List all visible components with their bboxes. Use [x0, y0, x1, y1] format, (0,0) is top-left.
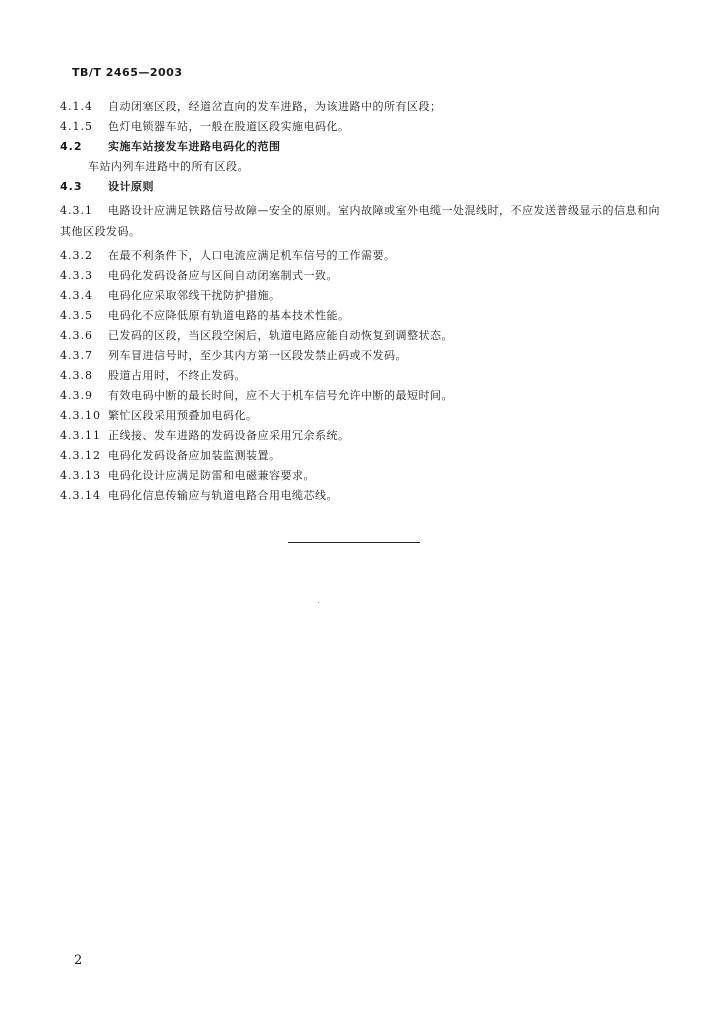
section-heading-4-2 — [60, 140, 660, 160]
clause-4-3-4 — [60, 289, 660, 309]
section-number: 4.2 — [60, 140, 83, 153]
clause-number: 4.1.5 — [60, 120, 93, 133]
clause-number: 4.3.5 — [60, 309, 93, 322]
section-title: 设计原则 — [108, 180, 154, 193]
clause-number: 4.3.10 — [60, 409, 101, 422]
clause-number: 4.3.4 — [60, 289, 93, 302]
clause-4-3-1 — [60, 200, 660, 242]
clause-4-1-5 — [60, 120, 660, 140]
clause-number: 4.3.8 — [60, 369, 93, 382]
clause-text: 繁忙区段采用预叠加电码化。 — [108, 409, 258, 422]
clause-text: 在最不利条件下，人口电流应满足机车信号的工作需要。 — [108, 249, 396, 262]
clause-text: 已发码的区段，当区段空闲后，轨道电路应能自动恢复到调整状态。 — [108, 329, 453, 342]
clause-text: 自动闭塞区段，经道岔直向的发车进路，为该进路中的所有区段； — [108, 100, 442, 113]
clause-text: 电码化信息传输应与轨道电路合用电缆芯线。 — [108, 489, 338, 502]
clause-4-3-9 — [60, 389, 660, 409]
clause-text: 列车冒进信号时，至少其内方第一区段发禁止码或不发码。 — [108, 349, 407, 362]
paragraph-text: 车站内列车进路中的所有区段。 — [88, 160, 249, 173]
clause-number: 4.3.2 — [60, 249, 93, 262]
clause-number: 4.3.9 — [60, 389, 93, 402]
clause-text: 电码化发码设备应与区间自动闭塞制式一致。 — [108, 269, 338, 282]
end-of-document-rule — [288, 542, 420, 543]
clause-number: 4.3.11 — [60, 429, 101, 442]
clause-text: 有效电码中断的最长时间，应不大于机车信号允许中断的最短时间。 — [108, 389, 453, 402]
clause-text: 色灯电锁器车站，一般在股道区段实施电码化。 — [108, 120, 350, 133]
clause-text: 电码化发码设备应加装监测装置。 — [108, 449, 281, 462]
clause-text: 电码化应采取邻线干扰防护措施。 — [108, 289, 281, 302]
section-heading-4-3 — [60, 180, 660, 200]
clause-4-3-14 — [60, 489, 660, 509]
clause-number: 4.3.1 — [60, 204, 93, 217]
page-number: 2 — [74, 953, 83, 968]
clause-number: 4.3.14 — [60, 489, 101, 502]
clause-number: 4.3.6 — [60, 329, 93, 342]
clause-4-3-10 — [60, 409, 660, 429]
section-4-2-body — [60, 160, 660, 180]
clause-4-3-5 — [60, 309, 660, 329]
clause-4-1-4 — [60, 100, 660, 120]
clause-number: 4.3.7 — [60, 349, 93, 362]
clause-4-3-3 — [60, 269, 660, 289]
clause-4-3-7 — [60, 349, 660, 369]
document-body — [60, 100, 660, 509]
clause-number: 4.3.12 — [60, 449, 101, 462]
clause-4-3-12 — [60, 449, 660, 469]
clause-number: 4.3.13 — [60, 469, 101, 482]
clause-text: 电码化不应降低原有轨道电路的基本技术性能。 — [108, 309, 350, 322]
clause-4-3-2 — [60, 249, 660, 269]
clause-4-3-13 — [60, 469, 660, 489]
clause-number: 4.3.3 — [60, 269, 93, 282]
section-title: 实施车站接发车进路电码化的范围 — [108, 140, 281, 153]
clause-4-3-11 — [60, 429, 660, 449]
clause-number: 4.1.4 — [60, 100, 93, 113]
clause-text: 电路设计应满足铁路信号故障—安全的原则。室内故障或室外电缆一处混线时，不应发送普级显示的信息和向其他区段发码。 — [60, 204, 660, 238]
clause-text: 正线接、发车进路的发码设备应采用冗余系统。 — [108, 429, 350, 442]
clause-4-3-8 — [60, 369, 660, 389]
clause-text: 电码化设计应满足防雷和电磁兼容要求。 — [108, 469, 315, 482]
clause-4-3-6 — [60, 329, 660, 349]
scan-speck — [318, 602, 319, 603]
clause-text: 股道占用时，不终止发码。 — [108, 369, 246, 382]
standard-code-header: TB/T 2465—2003 — [72, 66, 183, 79]
section-number: 4.3 — [60, 180, 83, 193]
